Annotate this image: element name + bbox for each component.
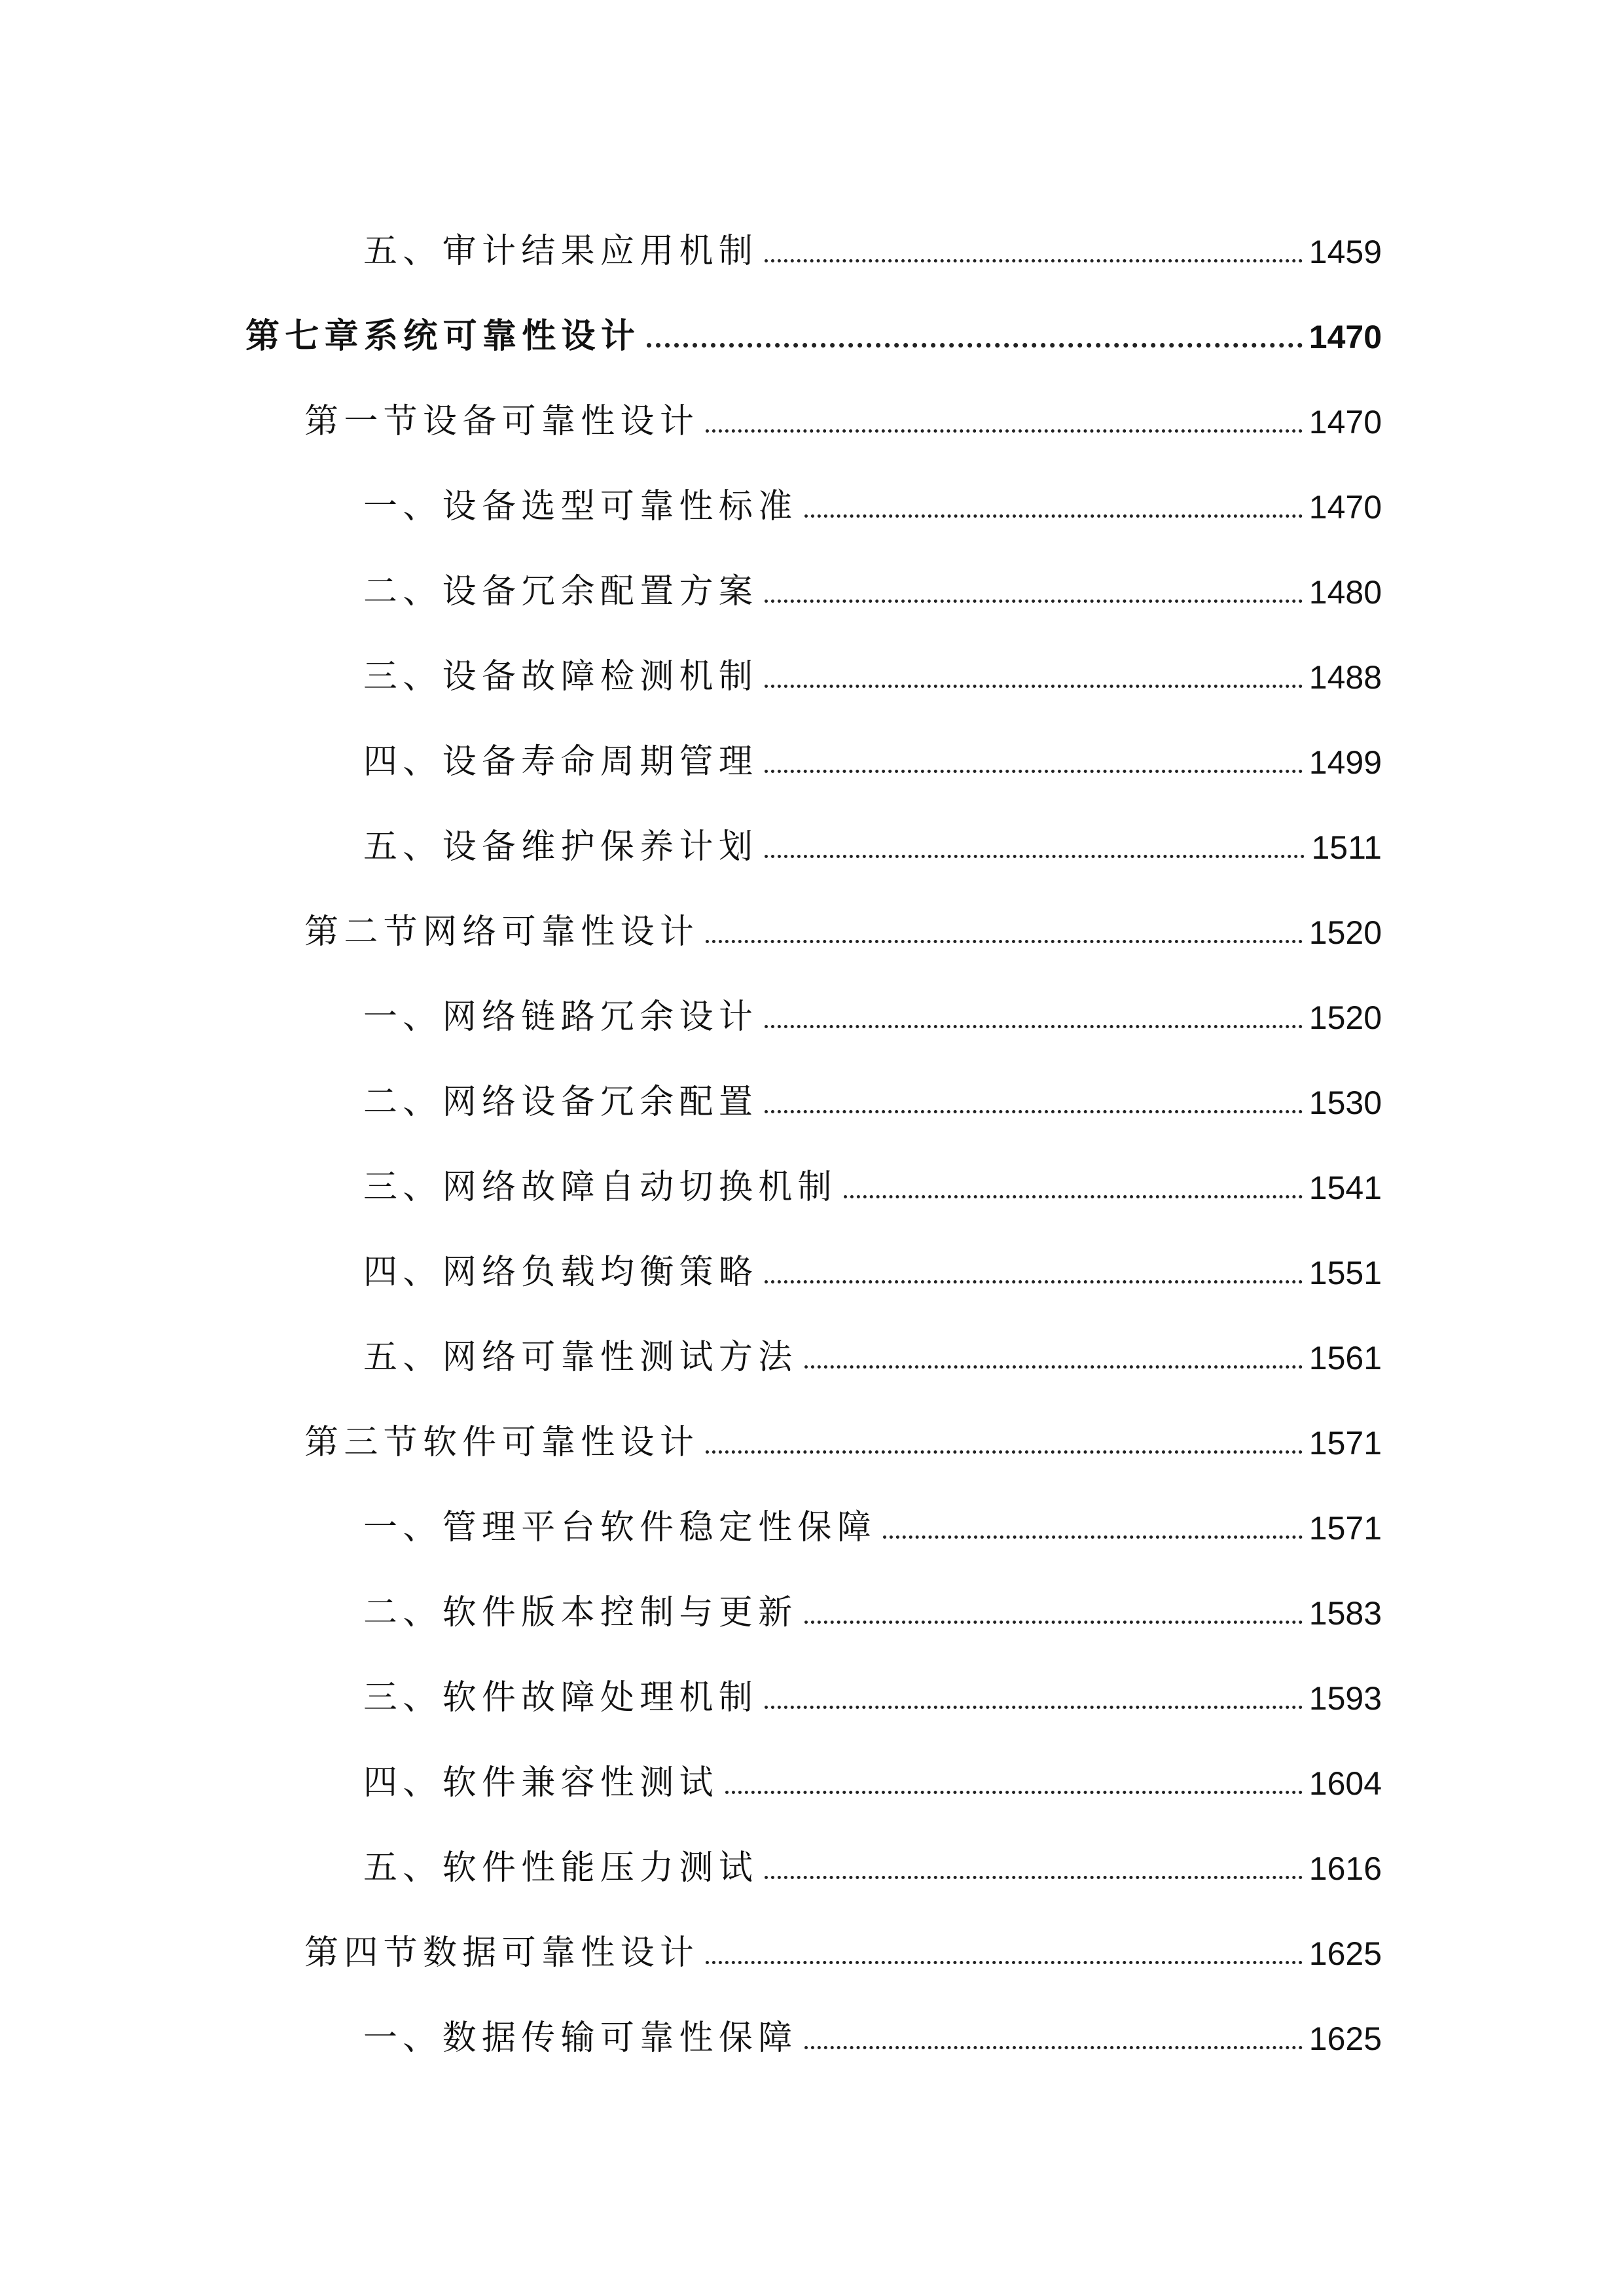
toc-entry-page-number: 1616 — [1308, 1850, 1382, 1887]
toc-entry-title: 一、管理平台软件稳定性保障 — [363, 1508, 877, 1547]
toc-entry-title: 第四节数据可靠性设计 — [304, 1933, 700, 1973]
toc-dot-leader — [706, 429, 1303, 433]
toc-entry[interactable] — [363, 465, 1382, 524]
toc-entry-chapter[interactable] — [245, 295, 1382, 356]
toc-entry-title: 五、软件性能压力测试 — [363, 1848, 759, 1888]
toc-entry[interactable] — [363, 805, 1382, 867]
toc-entry[interactable] — [363, 635, 1382, 694]
toc-entry[interactable] — [363, 975, 1382, 1037]
toc-entry-title: 三、软件故障处理机制 — [363, 1678, 759, 1717]
toc-entry-page-number: 1593 — [1308, 1680, 1382, 1717]
toc-entry-title: 一、数据传输可靠性保障 — [363, 2018, 798, 2058]
toc-entry-page-number: 1511 — [1311, 829, 1382, 866]
toc-entry[interactable] — [363, 1316, 1382, 1377]
toc-entry-title: 一、网络链路冗余设计 — [363, 997, 759, 1037]
toc-entry[interactable] — [363, 1826, 1382, 1888]
toc-dot-leader — [765, 855, 1305, 858]
toc-entry[interactable] — [363, 1486, 1382, 1545]
toc-dot-leader — [725, 1791, 1303, 1794]
toc-entry-page-number: 1488 — [1308, 659, 1382, 696]
toc-entry-page-number: 1499 — [1308, 744, 1382, 781]
toc-entry[interactable] — [363, 720, 1382, 779]
toc-dot-leader — [765, 600, 1303, 603]
toc-entry[interactable] — [363, 1656, 1382, 1715]
toc-entry-page-number: 1571 — [1308, 1510, 1382, 1547]
toc-entry[interactable] — [363, 1571, 1382, 1630]
toc-entry-page-number: 1604 — [1308, 1765, 1382, 1802]
toc-dot-leader — [804, 514, 1303, 518]
toc-entry-section[interactable] — [304, 380, 1382, 439]
toc-entry-page-number: 1541 — [1308, 1170, 1382, 1206]
toc-entry-page-number: 1470 — [1308, 489, 1382, 526]
toc-entry-title: 第七章系统可靠性设计 — [245, 317, 641, 356]
toc-entry-section[interactable] — [304, 890, 1382, 952]
toc-entry[interactable] — [363, 550, 1382, 609]
toc-entry-page-number: 1520 — [1308, 999, 1382, 1036]
toc-entry-title: 五、网络可靠性测试方法 — [363, 1338, 798, 1377]
toc-entry-page-number: 1583 — [1308, 1595, 1382, 1632]
toc-dot-leader — [706, 1450, 1303, 1454]
toc-entry-title: 第三节软件可靠性设计 — [304, 1423, 700, 1462]
toc-entry-title: 第二节网络可靠性设计 — [304, 912, 700, 952]
toc-entry[interactable] — [363, 1996, 1382, 2058]
toc-entry-page-number: 1571 — [1308, 1425, 1382, 1462]
toc-entry-section[interactable] — [304, 1401, 1382, 1460]
toc-entry-title: 二、设备冗余配置方案 — [363, 572, 759, 611]
toc-dot-leader — [765, 1876, 1303, 1879]
toc-entry-title: 五、审计结果应用机制 — [363, 232, 759, 271]
toc-dot-leader — [883, 1535, 1303, 1539]
toc-entry[interactable] — [363, 1060, 1382, 1122]
toc-entry-page-number: 1551 — [1308, 1255, 1382, 1291]
toc-entry-title: 一、设备选型可靠性标准 — [363, 487, 798, 526]
toc-dot-leader — [765, 770, 1303, 773]
toc-dot-leader — [765, 1706, 1303, 1709]
toc-entry-page-number: 1530 — [1308, 1085, 1382, 1121]
toc-entry-title: 四、软件兼容性测试 — [363, 1763, 719, 1803]
toc-entry-title: 五、设备维护保养计划 — [363, 827, 759, 867]
toc-dot-leader — [804, 1621, 1303, 1624]
toc-entry[interactable] — [363, 1230, 1382, 1292]
toc-entry-title: 四、设备寿命周期管理 — [363, 742, 759, 781]
toc-entry-page-number: 1520 — [1308, 914, 1382, 951]
toc-entry[interactable] — [363, 1741, 1382, 1803]
toc-dot-leader — [706, 1961, 1303, 1964]
toc-entry-title: 四、网络负载均衡策略 — [363, 1253, 759, 1292]
toc-dot-leader — [765, 685, 1303, 688]
toc-entry-title: 二、网络设备冗余配置 — [363, 1083, 759, 1122]
toc-dot-leader — [765, 1280, 1303, 1283]
toc-entry-page-number: 1470 — [1308, 319, 1382, 355]
toc-entry-section[interactable] — [304, 1911, 1382, 1973]
toc-entry[interactable] — [363, 1145, 1382, 1207]
toc-entry[interactable] — [363, 209, 1382, 271]
toc-dot-leader — [706, 940, 1303, 943]
toc-entry-page-number: 1561 — [1308, 1340, 1382, 1376]
toc-entry-page-number: 1625 — [1308, 1935, 1382, 1972]
toc-entry-title: 三、网络故障自动切换机制 — [363, 1168, 837, 1207]
toc-entry-title: 第一节设备可靠性设计 — [304, 402, 700, 441]
toc-entry-page-number: 1480 — [1308, 574, 1382, 611]
toc-dot-leader — [647, 343, 1303, 348]
toc-entry-page-number: 1459 — [1308, 234, 1382, 270]
toc-dot-leader — [804, 1365, 1303, 1369]
toc-entry-title: 三、设备故障检测机制 — [363, 657, 759, 696]
toc-entry-page-number: 1625 — [1308, 2020, 1382, 2057]
toc-dot-leader — [765, 1110, 1303, 1113]
toc-entry-page-number: 1470 — [1308, 404, 1382, 440]
toc-dot-leader — [804, 2046, 1303, 2049]
toc-entry-title: 二、软件版本控制与更新 — [363, 1593, 798, 1632]
toc-dot-leader — [765, 1025, 1303, 1028]
toc-dot-leader — [765, 259, 1303, 262]
toc-dot-leader — [844, 1195, 1303, 1198]
